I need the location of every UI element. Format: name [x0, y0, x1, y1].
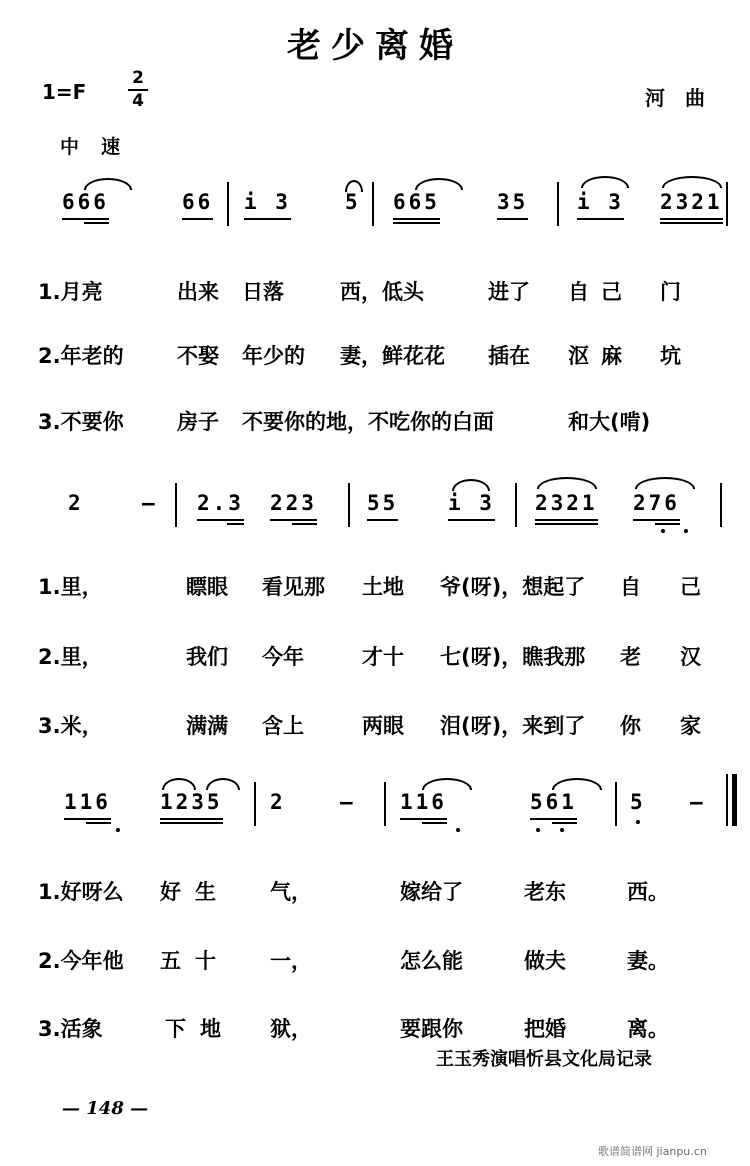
lyric-syllable: 泪(呀)，来到了 — [440, 714, 586, 738]
lyric-syllable: 土地 — [362, 575, 404, 599]
note-group: — — [142, 491, 158, 515]
barline — [384, 782, 386, 826]
lyric-syllable: 日落 — [242, 280, 284, 304]
note-group: 276 — [633, 491, 680, 515]
barline — [227, 182, 229, 226]
lyric-syllable: 2.今年他 — [38, 949, 124, 973]
lyric-syllable: 老东 — [524, 880, 566, 904]
lyric-syllable: 3.不要你 — [38, 410, 124, 434]
barline — [372, 182, 374, 226]
lyric-syllable: 妻。 — [627, 949, 669, 973]
note-group: 2 — [270, 790, 286, 814]
lyric-syllable: 沤麻 — [568, 344, 634, 368]
note-group: 665 — [393, 190, 440, 214]
lyric-syllable: 2.里， — [38, 645, 103, 669]
lyric-syllable: 3.活象 — [38, 1017, 103, 1041]
lyric-syllable: 两眼 — [362, 714, 404, 738]
note-group: — — [690, 790, 706, 814]
note-group: 116 — [64, 790, 111, 814]
lyric-syllable: 不娶 — [177, 344, 219, 368]
page-number: — 148 — — [62, 1098, 149, 1119]
site-watermark: 歌谱简谱网 jianpu.cn — [598, 1145, 707, 1158]
note-group: 2321 — [660, 190, 723, 214]
note-group: 5 — [630, 790, 646, 814]
tempo-marking: 中速 — [60, 136, 143, 158]
lyric-syllable: 妻，鲜花花 — [340, 344, 445, 368]
barline — [726, 182, 728, 226]
song-origin: 河曲 — [645, 86, 725, 110]
note-group: 5 — [345, 190, 361, 214]
final-barline-thick — [732, 774, 737, 826]
lyric-syllable: 和大(啃) — [568, 410, 651, 434]
lyric-syllable: 我们 — [186, 645, 228, 669]
lyric-syllable: 你 — [620, 714, 641, 738]
performance-credit: 王玉秀演唱忻县文化局记录 — [436, 1049, 652, 1070]
note-group: 1235 — [160, 790, 223, 814]
lyric-syllable: 才十 — [362, 645, 404, 669]
lyric-syllable: 瞟眼 — [186, 575, 228, 599]
lyric-syllable: 今年 — [262, 645, 304, 669]
lyric-syllable: 门 — [660, 280, 681, 304]
lyric-syllable: 五十 — [160, 949, 230, 973]
barline — [615, 782, 617, 826]
note-group: 2 — [68, 491, 84, 515]
barline — [175, 483, 177, 527]
note-group: 561 — [530, 790, 577, 814]
lyric-syllable: 怎么能 — [400, 949, 463, 973]
lyric-syllable: 自 — [620, 575, 641, 599]
lyric-syllable: 插在 — [488, 344, 530, 368]
lyric-syllable: 下地 — [165, 1017, 235, 1041]
note-group: 2.3 — [197, 491, 244, 515]
lyric-syllable: 满满 — [186, 714, 228, 738]
lyric-syllable: 1.月亮 — [38, 280, 103, 304]
lyric-syllable: 好生 — [160, 880, 230, 904]
note-group: 2321 — [535, 491, 598, 515]
lyric-syllable: 1.好呀么 — [38, 880, 124, 904]
lyric-syllable: 家 — [680, 714, 701, 738]
note-group: i 3 — [244, 190, 291, 214]
lyric-syllable: 出来 — [177, 280, 219, 304]
lyric-syllable: 做夫 — [524, 949, 566, 973]
note-group: 666 — [62, 190, 109, 214]
lyric-syllable: 西，低头 — [340, 280, 424, 304]
lyric-syllable: 爷(呀)，想起了 — [440, 575, 586, 599]
lyric-syllable: 含上 — [262, 714, 304, 738]
lyric-syllable: 1.里， — [38, 575, 103, 599]
time-signature — [128, 70, 148, 110]
lyric-syllable: 看见那 — [262, 575, 325, 599]
note-group: 35 — [497, 190, 528, 214]
lyric-syllable: 气， — [270, 880, 312, 904]
note-group: i 3 — [448, 491, 495, 515]
barline — [254, 782, 256, 826]
lyric-syllable: 西。 — [627, 880, 669, 904]
lyric-syllable: 年少的 — [242, 344, 305, 368]
barline — [557, 182, 559, 226]
lyric-syllable: 己 — [680, 575, 701, 599]
barline — [515, 483, 517, 527]
note-group: — — [340, 790, 356, 814]
final-barline-thin — [726, 774, 728, 826]
lyric-syllable: 老 — [620, 645, 641, 669]
lyric-syllable: 汉 — [680, 645, 701, 669]
lyric-syllable: 不要你的地，不吃你的白面 — [242, 410, 494, 434]
note-group: 223 — [270, 491, 317, 515]
note-group: i 3 — [577, 190, 624, 214]
note-group: 66 — [182, 190, 213, 214]
lyric-syllable: 3.米， — [38, 714, 103, 738]
barline — [348, 483, 350, 527]
lyric-syllable: 嫁给了 — [400, 880, 463, 904]
lyric-syllable: 2.年老的 — [38, 344, 124, 368]
lyric-syllable: 七(呀)，瞧我那 — [440, 645, 586, 669]
lyric-syllable: 房子 — [177, 410, 219, 434]
lyric-syllable: 坑 — [660, 344, 681, 368]
key-signature: 1=F — [42, 80, 87, 104]
song-title: 老少离婚 — [287, 26, 463, 66]
lyric-syllable: 进了 — [488, 280, 530, 304]
barline — [720, 483, 722, 527]
lyric-syllable: 离。 — [627, 1017, 669, 1041]
note-group: 116 — [400, 790, 447, 814]
note-group: 55 — [367, 491, 398, 515]
lyric-syllable: 把婚 — [524, 1017, 566, 1041]
time-signature-top: 2 — [132, 68, 144, 88]
lyric-syllable: 要跟你 — [400, 1017, 463, 1041]
lyric-syllable: 狱， — [270, 1017, 312, 1041]
time-signature-bottom: 4 — [132, 91, 144, 111]
lyric-syllable: 自己 — [568, 280, 634, 304]
lyric-syllable: 一， — [270, 949, 312, 973]
